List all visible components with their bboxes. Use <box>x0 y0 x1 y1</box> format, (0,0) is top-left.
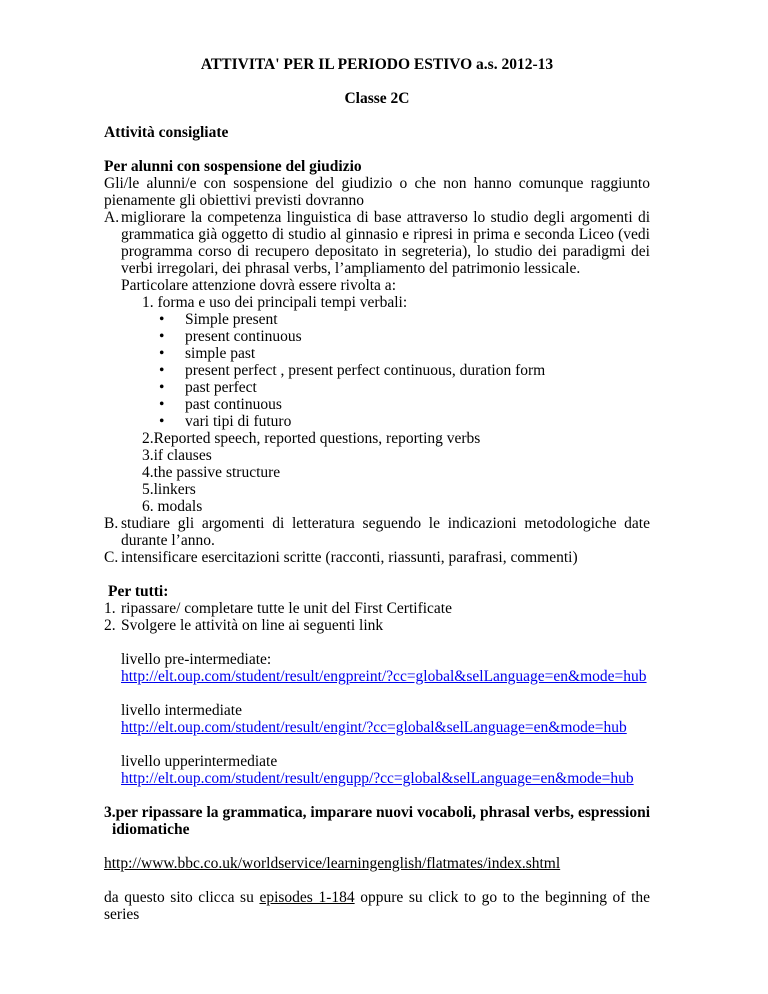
bullet-icon: • <box>159 396 165 413</box>
numbered-item-5: 5.linkers <box>142 481 196 498</box>
attention-note: Particolare attenzione dovrà essere rivolta a: <box>121 277 396 294</box>
numbered-item-6: 6. modals <box>142 498 203 515</box>
suspension-heading: Per alunni con sospensione del giudizio <box>104 158 362 175</box>
item-b-text: studiare gli argomenti di letteratura seguendo le indicazioni metodologiche date durante l’anno. <box>121 515 650 549</box>
list-item-a <box>104 209 650 277</box>
tense-label: present continuous <box>185 328 302 345</box>
level-label: livello intermediate <box>121 702 242 719</box>
item-a-text: migliorare la competenza linguistica di base attraverso lo studio degli argomenti di grammatica già oggetto di studio al ginnasio e ripresi in prima e seconda Liceo (vedi programma corso di recupero depositato in segreteria), lo studio dei paradigmi dei verbi irregolari, dei phrasal verbs, l’ampliamento del patrimonio lessicale. <box>121 209 650 277</box>
list-item-c <box>104 549 650 566</box>
numbered-item-1: 1. forma e uso dei principali tempi verbali: <box>142 294 408 311</box>
bullet-icon: • <box>159 345 165 362</box>
list-item <box>104 362 650 379</box>
list-item <box>104 379 650 396</box>
item-c-text: intensificare esercitazioni scritte (racconti, riassunti, parafrasi, commenti) <box>121 549 578 566</box>
instruction-post: oppure su click to go to the beginning of the series <box>104 889 651 923</box>
grammar-heading-block <box>104 804 650 838</box>
episodes-link[interactable]: episodes 1-184 <box>259 889 355 906</box>
list-item <box>104 345 650 362</box>
class-label: Classe 2C <box>344 90 410 107</box>
grammar-heading: 3.per ripassare la grammatica, imparare nuovi vocaboli, phrasal verbs, espressioni idiomatiche <box>104 804 650 838</box>
numbered-item-4: 4.the passive structure <box>142 464 281 481</box>
list-item <box>104 413 650 430</box>
bullet-icon: • <box>159 379 165 396</box>
all-item-2-text: Svolgere le attività on line ai seguenti link <box>121 617 384 634</box>
instruction-pre: da questo sito clicca su <box>104 889 254 906</box>
tense-label: simple past <box>185 345 256 362</box>
level-link[interactable]: http://elt.oup.com/student/result/engpreint/?cc=global&selLanguage=en&mode=hub <box>121 668 647 685</box>
all-item-1 <box>104 600 650 617</box>
grammar-instruction <box>104 889 650 923</box>
bbc-flatmates-link[interactable]: http://www.bbc.co.uk/worldservice/learningenglish/flatmates/index.shtml <box>104 855 561 872</box>
bullet-icon: • <box>159 413 165 430</box>
tense-label: present perfect , present perfect continuous, duration form <box>185 362 546 379</box>
bullet-icon: • <box>159 311 165 328</box>
level-link[interactable]: http://elt.oup.com/student/result/engupp/?cc=global&selLanguage=en&mode=hub <box>121 770 634 787</box>
document-title: ATTIVITA' PER IL PERIODO ESTIVO a.s. 2012-13 <box>200 56 554 73</box>
list-item-b <box>104 515 650 549</box>
all-heading: Per tutti: <box>108 583 169 600</box>
numbered-item-3: 3.if clauses <box>142 447 212 464</box>
item-marker: 2. <box>104 617 116 634</box>
item-marker: 1. <box>104 600 116 617</box>
item-marker: B. <box>104 515 119 532</box>
item-marker: A. <box>104 209 120 226</box>
section-heading: Attività consigliate <box>104 124 229 141</box>
tense-label: vari tipi di futuro <box>185 413 292 430</box>
all-item-1-text: ripassare/ completare tutte le unit del First Certificate <box>121 600 452 617</box>
bullet-icon: • <box>159 328 165 345</box>
tense-label: past continuous <box>185 396 282 413</box>
tenses-list <box>104 311 650 430</box>
list-item <box>104 396 650 413</box>
numbered-item-2: 2.Reported speech, reported questions, reporting verbs <box>142 430 481 447</box>
level-label: livello pre-intermediate: <box>121 651 272 668</box>
all-item-2 <box>104 617 650 634</box>
tense-label: Simple present <box>185 311 278 328</box>
item-marker: C. <box>104 549 119 566</box>
tense-label: past perfect <box>185 379 257 396</box>
level-label: livello upperintermediate <box>121 753 278 770</box>
list-item <box>104 311 650 328</box>
suspension-intro: Gli/le alunni/e con sospensione del giudizio o che non hanno comunque raggiunto pienamente gli obiettivi previsti dovranno <box>104 175 650 209</box>
bullet-icon: • <box>159 362 165 379</box>
level-links <box>104 651 650 787</box>
list-item <box>104 328 650 345</box>
document-page <box>104 56 650 923</box>
numbered-list <box>104 430 650 515</box>
level-link[interactable]: http://elt.oup.com/student/result/engint/?cc=global&selLanguage=en&mode=hub <box>121 719 627 736</box>
